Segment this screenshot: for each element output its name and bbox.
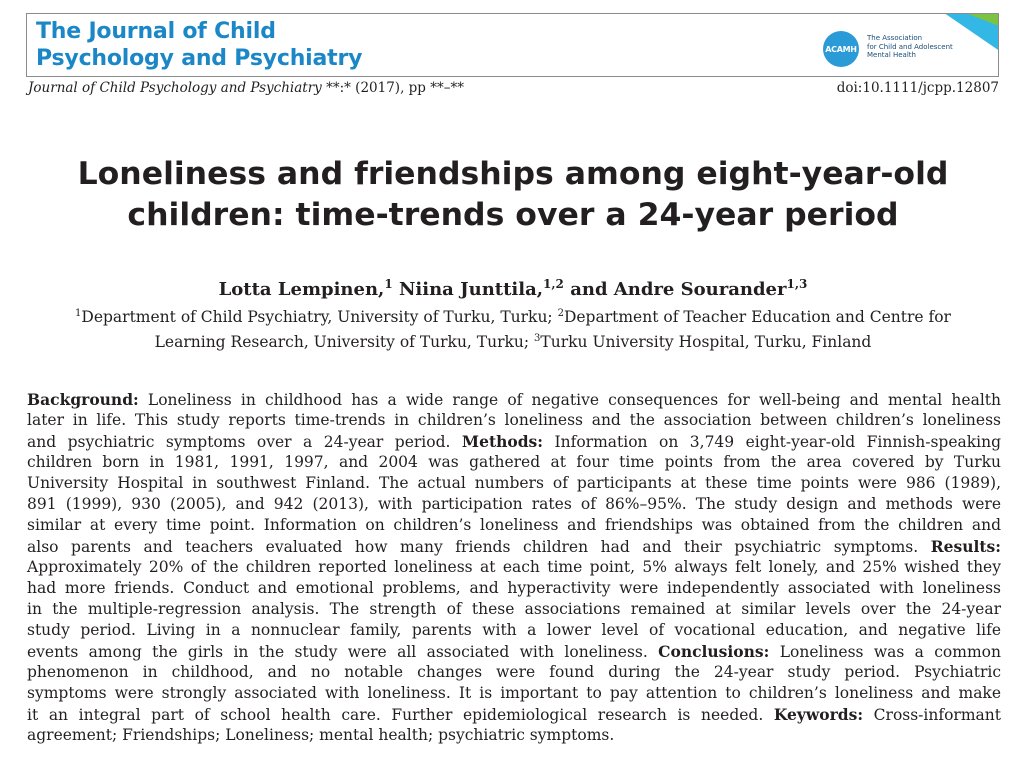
affil-text: Department of Teacher Education and Centre for <box>563 308 951 327</box>
abstract-text: Loneliness was a common <box>769 643 1001 661</box>
affiliation-line2 <box>30 328 996 353</box>
journal-banner <box>26 13 999 77</box>
abstract-line: 891 (1999), 930 (2005), and 942 (2013), with participation rates of 86%–95%. The study design and methods were <box>27 495 1001 513</box>
title-line1: Loneliness and friendships among eight-year-old <box>77 156 949 192</box>
abstract-text: Cross-informant <box>863 706 1001 724</box>
conclusions-label: Conclusions: <box>658 642 770 661</box>
background-label: Background: <box>27 390 139 409</box>
author-sup: 1 <box>384 277 393 291</box>
affil-sup: 2 <box>557 308 564 319</box>
citation <box>28 80 464 96</box>
abstract-line: study period. Living in a nonnuclear family, parents with a lower level of vocational education, and negative life <box>27 621 1001 639</box>
author-lempinen: Lotta Lempinen, <box>218 279 385 300</box>
abstract-line: agreement; Friendships; Loneliness; mental health; psychiatric symptoms. <box>27 726 615 744</box>
abstract-line: children born in 1981, 1991, 1997, and 2004 was gathered at four time points from the area covered by Turku <box>27 453 1001 471</box>
abstract-line: similar at every time point. Information on children’s loneliness and friendships was obtained from the children and <box>27 516 1001 534</box>
abstract-text: also parents and teachers evaluated how many friends children had and their psychiatric symptoms. <box>27 538 931 556</box>
affil-text: Learning Research, University of Turku, Turku; <box>154 333 535 352</box>
abstract-text: and psychiatric symptoms over a 24-year period. <box>27 433 462 451</box>
affiliations <box>30 303 996 353</box>
results-label: Results: <box>930 537 1001 556</box>
abstract-line: later in life. This study reports time-trends in children’s loneliness and the association between children’s loneliness <box>27 411 1001 429</box>
acamh-logo-text: ACAMH <box>825 44 857 54</box>
issue-info: **:* (2017), pp **–** <box>321 80 464 96</box>
abstract-line: University Hospital in southwest Finland. The actual numbers of participants at these time points were 986 (1989), <box>27 474 1001 492</box>
abstract-line <box>27 431 1001 452</box>
affiliation-line1 <box>30 303 996 328</box>
abstract <box>27 389 1001 746</box>
author-sup: 1,2 <box>543 277 564 291</box>
abstract-text: Information on 3,749 eight-year-old Finnish-speaking <box>543 433 1001 451</box>
acamh-org-name <box>867 34 953 60</box>
abstract-text: Loneliness in childhood has a wide range of negative consequences for well-being and mental health <box>138 391 1001 409</box>
affil-sup: 1 <box>75 308 82 319</box>
author-list <box>30 277 996 300</box>
journal-title <box>36 18 362 72</box>
journal-name: Journal of Child Psychology and Psychiatry <box>28 80 322 96</box>
affil-text: Department of Child Psychiatry, University of Turku, Turku; <box>81 308 558 327</box>
article-title <box>30 154 996 236</box>
acamh-org-line3: Mental Health <box>867 51 916 59</box>
abstract-line: Approximately 20% of the children reported loneliness at each time point, 5% always felt lonely, and 25% wished they <box>27 558 1001 576</box>
acamh-org-line2: for Child and Adolescent <box>867 42 953 51</box>
abstract-text: it an integral part of school health care. Further epidemiological research is needed. <box>27 706 774 724</box>
affil-text: Turku University Hospital, Turku, Finland <box>540 333 872 352</box>
abstract-line <box>27 536 1001 557</box>
abstract-line: in the multiple-regression analysis. The strength of these associations remained at similar levels over the 24-year <box>27 600 1001 618</box>
abstract-text: events among the girls in the study were all associated with loneliness. <box>27 643 659 661</box>
running-header <box>28 80 999 100</box>
journal-title-line1: The Journal of Child <box>36 19 276 44</box>
abstract-line: symptoms were strongly associated with loneliness. It is important to pay attention to children’s loneliness and make <box>27 684 1001 702</box>
affil-sup: 3 <box>534 333 541 345</box>
methods-label: Methods: <box>461 432 543 451</box>
acamh-logo-icon <box>823 31 859 67</box>
acamh-org-line1: The Association <box>867 34 923 42</box>
abstract-line <box>27 389 1001 410</box>
abstract-line <box>27 704 1001 725</box>
author-sup: 1,3 <box>786 277 808 291</box>
doi-link[interactable]: doi:10.1111/jcpp.12807 <box>836 80 999 96</box>
author-junttila: Niina Junttila, <box>398 279 544 300</box>
abstract-line <box>27 641 1001 662</box>
keywords-label: Keywords: <box>773 705 864 724</box>
abstract-line: phenomenon in childhood, and no notable changes were found during the 24-year study period. Psychiatric <box>27 663 1001 681</box>
title-line2: children: time-trends over a 24-year period <box>127 197 899 233</box>
journal-title-line2: Psychology and Psychiatry <box>36 46 363 71</box>
author-sourander: and Andre Sourander <box>570 279 787 300</box>
abstract-line: had more friends. Conduct and emotional problems, and hyperactivity were independently associated with loneliness <box>27 579 1001 597</box>
